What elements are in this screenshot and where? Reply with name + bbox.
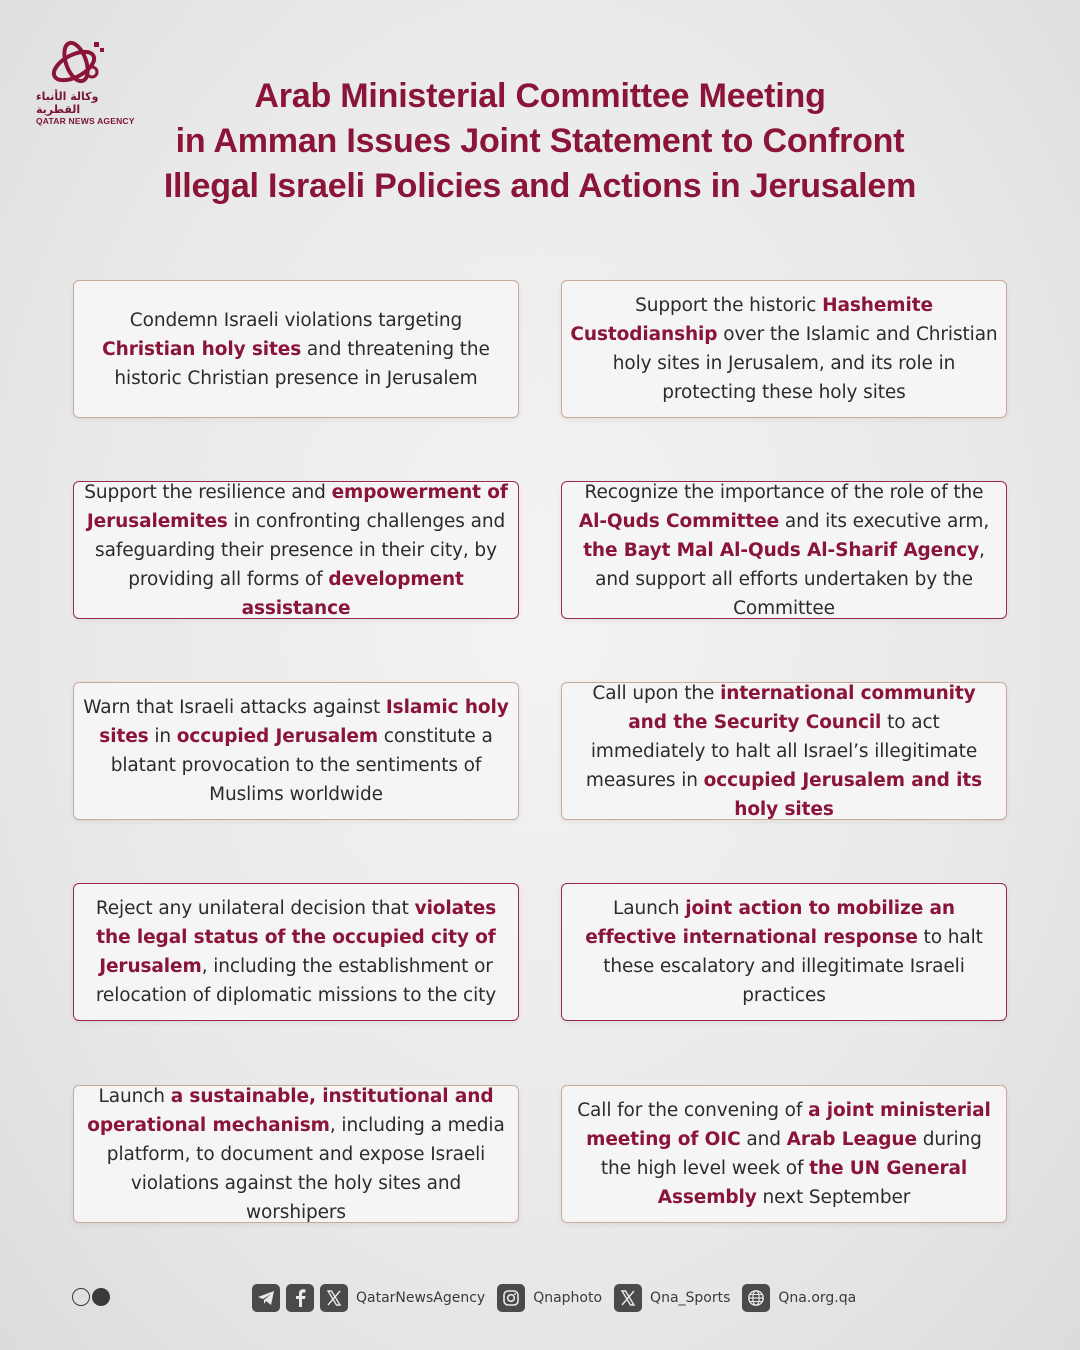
- statement-card-text: [82, 478, 510, 623]
- highlight-text: international community and the Security Council: [628, 682, 976, 733]
- facebook-icon[interactable]: [286, 1284, 314, 1312]
- body-text: and: [740, 1129, 787, 1150]
- highlight-text: a sustainable, institutional and operational mechanism: [87, 1085, 494, 1136]
- statement-card: [73, 481, 519, 619]
- statement-card-text: [82, 306, 510, 393]
- social-handle-instagram[interactable]: Qnaphoto: [533, 1290, 603, 1306]
- title-line-2: in Amman Issues Joint Statement to Confront: [175, 122, 905, 160]
- statement-card: [561, 481, 1007, 619]
- body-text: over the Islamic and Christian holy sites in Jerusalem, and its role in protecting these holy sites: [612, 324, 998, 403]
- statement-card-text: [570, 894, 998, 1010]
- social-handle-main[interactable]: QatarNewsAgency: [356, 1290, 486, 1306]
- body-text: and its executive arm,: [779, 510, 990, 532]
- body-text: Support the historic: [635, 295, 823, 316]
- body-text: constitute a blatant provocation to the sentiments of Muslims worldwide: [110, 726, 493, 805]
- body-text: Recognize the importance of the role of the: [584, 481, 984, 503]
- highlight-text: development assistance: [241, 568, 464, 619]
- statement-card: [73, 682, 519, 820]
- highlight-text: Christian holy sites: [102, 338, 302, 360]
- brand-arabic-name: وكالة الأنباء القطرية: [36, 90, 99, 116]
- instagram-icon[interactable]: [497, 1284, 525, 1312]
- statement-card: [73, 1085, 519, 1223]
- x-icon[interactable]: [320, 1284, 348, 1312]
- globe-icon[interactable]: [742, 1284, 770, 1312]
- statement-card-text: [570, 1096, 998, 1212]
- body-text: in: [148, 726, 177, 747]
- body-text: Call upon the: [592, 682, 721, 704]
- body-text: Call for the convening of: [577, 1100, 809, 1121]
- statement-card: [73, 883, 519, 1021]
- statement-card-text: [82, 693, 510, 809]
- statement-card-text: [570, 478, 998, 623]
- body-text: Condemn Israeli violations targeting: [129, 309, 463, 331]
- highlight-text: occupied Jerusalem: [176, 726, 379, 747]
- page-dot-inactive[interactable]: [72, 1288, 90, 1306]
- highlight-text: violates the legal status of the occupied city of Jerusalem: [96, 898, 497, 977]
- title-line-3: Illegal Israeli Policies and Actions in Jerusalem: [163, 167, 917, 205]
- highlight-text: Islamic holy sites: [99, 697, 509, 747]
- statement-card: [561, 883, 1007, 1021]
- statement-card: [561, 280, 1007, 418]
- body-text: Reject any unilateral decision that: [95, 898, 415, 919]
- title-line-1: Arab Ministerial Committee Meeting: [254, 77, 826, 115]
- body-text: and threatening the historic Christian presence in Jerusalem: [114, 338, 490, 389]
- statement-card: [73, 280, 519, 418]
- highlight-text: occupied Jerusalem and its holy sites: [703, 769, 983, 820]
- statement-card: [561, 682, 1007, 820]
- statement-card-text: [82, 1082, 510, 1227]
- highlight-text: Arab League: [786, 1129, 917, 1150]
- page-indicator: [72, 1288, 110, 1306]
- body-text: to halt these escalatory and illegitimate Israeli practices: [603, 927, 983, 1006]
- social-handle-sports[interactable]: Qna_Sports: [650, 1290, 731, 1306]
- statement-card-text: [570, 291, 998, 407]
- social-links: [252, 1284, 868, 1312]
- body-text: , and support all efforts undertaken by the Committee: [595, 539, 985, 619]
- footer: [0, 1278, 1080, 1318]
- highlight-text: empowerment of Jerusalemites: [86, 481, 508, 532]
- body-text: next September: [756, 1187, 911, 1208]
- website-link[interactable]: Qna.org.qa: [778, 1290, 857, 1306]
- x-icon[interactable]: [614, 1284, 642, 1312]
- highlight-text: Hashemite Custodianship: [570, 295, 933, 345]
- body-text: Launch: [98, 1085, 171, 1107]
- body-text: in confronting challenges and safeguarding their presence in their city, by providing all forms of: [95, 510, 506, 590]
- body-text: , including the establishment or relocation of diplomatic missions to the city: [95, 956, 497, 1006]
- body-text: to act immediately to halt all Israel’s illegitimate measures in: [585, 711, 978, 791]
- highlight-text: the UN General Assembly: [657, 1158, 968, 1208]
- highlight-text: a joint ministerial meeting of OIC: [586, 1100, 991, 1150]
- brand-english-name: QATAR NEWS AGENCY: [36, 116, 135, 126]
- statement-card-text: [82, 894, 510, 1010]
- statement-card: [561, 1085, 1007, 1223]
- page-dot-active[interactable]: [92, 1288, 110, 1306]
- telegram-icon[interactable]: [252, 1284, 280, 1312]
- body-text: Launch: [613, 898, 686, 919]
- highlight-text: Al-Quds Committee: [578, 510, 780, 532]
- statement-card-text: [570, 679, 998, 824]
- body-text: Support the resilience and: [84, 481, 332, 503]
- highlight-text: joint action to mobilize an effective international response: [585, 898, 955, 948]
- body-text: , including a media platform, to document and expose Israeli violations against the holy sites and worshipers: [106, 1114, 505, 1223]
- highlight-text: the Bayt Mal Al-Quds Al-Sharif Agency: [583, 539, 980, 561]
- body-text: during the high level week of: [600, 1129, 982, 1179]
- body-text: Warn that Israeli attacks against: [83, 697, 386, 718]
